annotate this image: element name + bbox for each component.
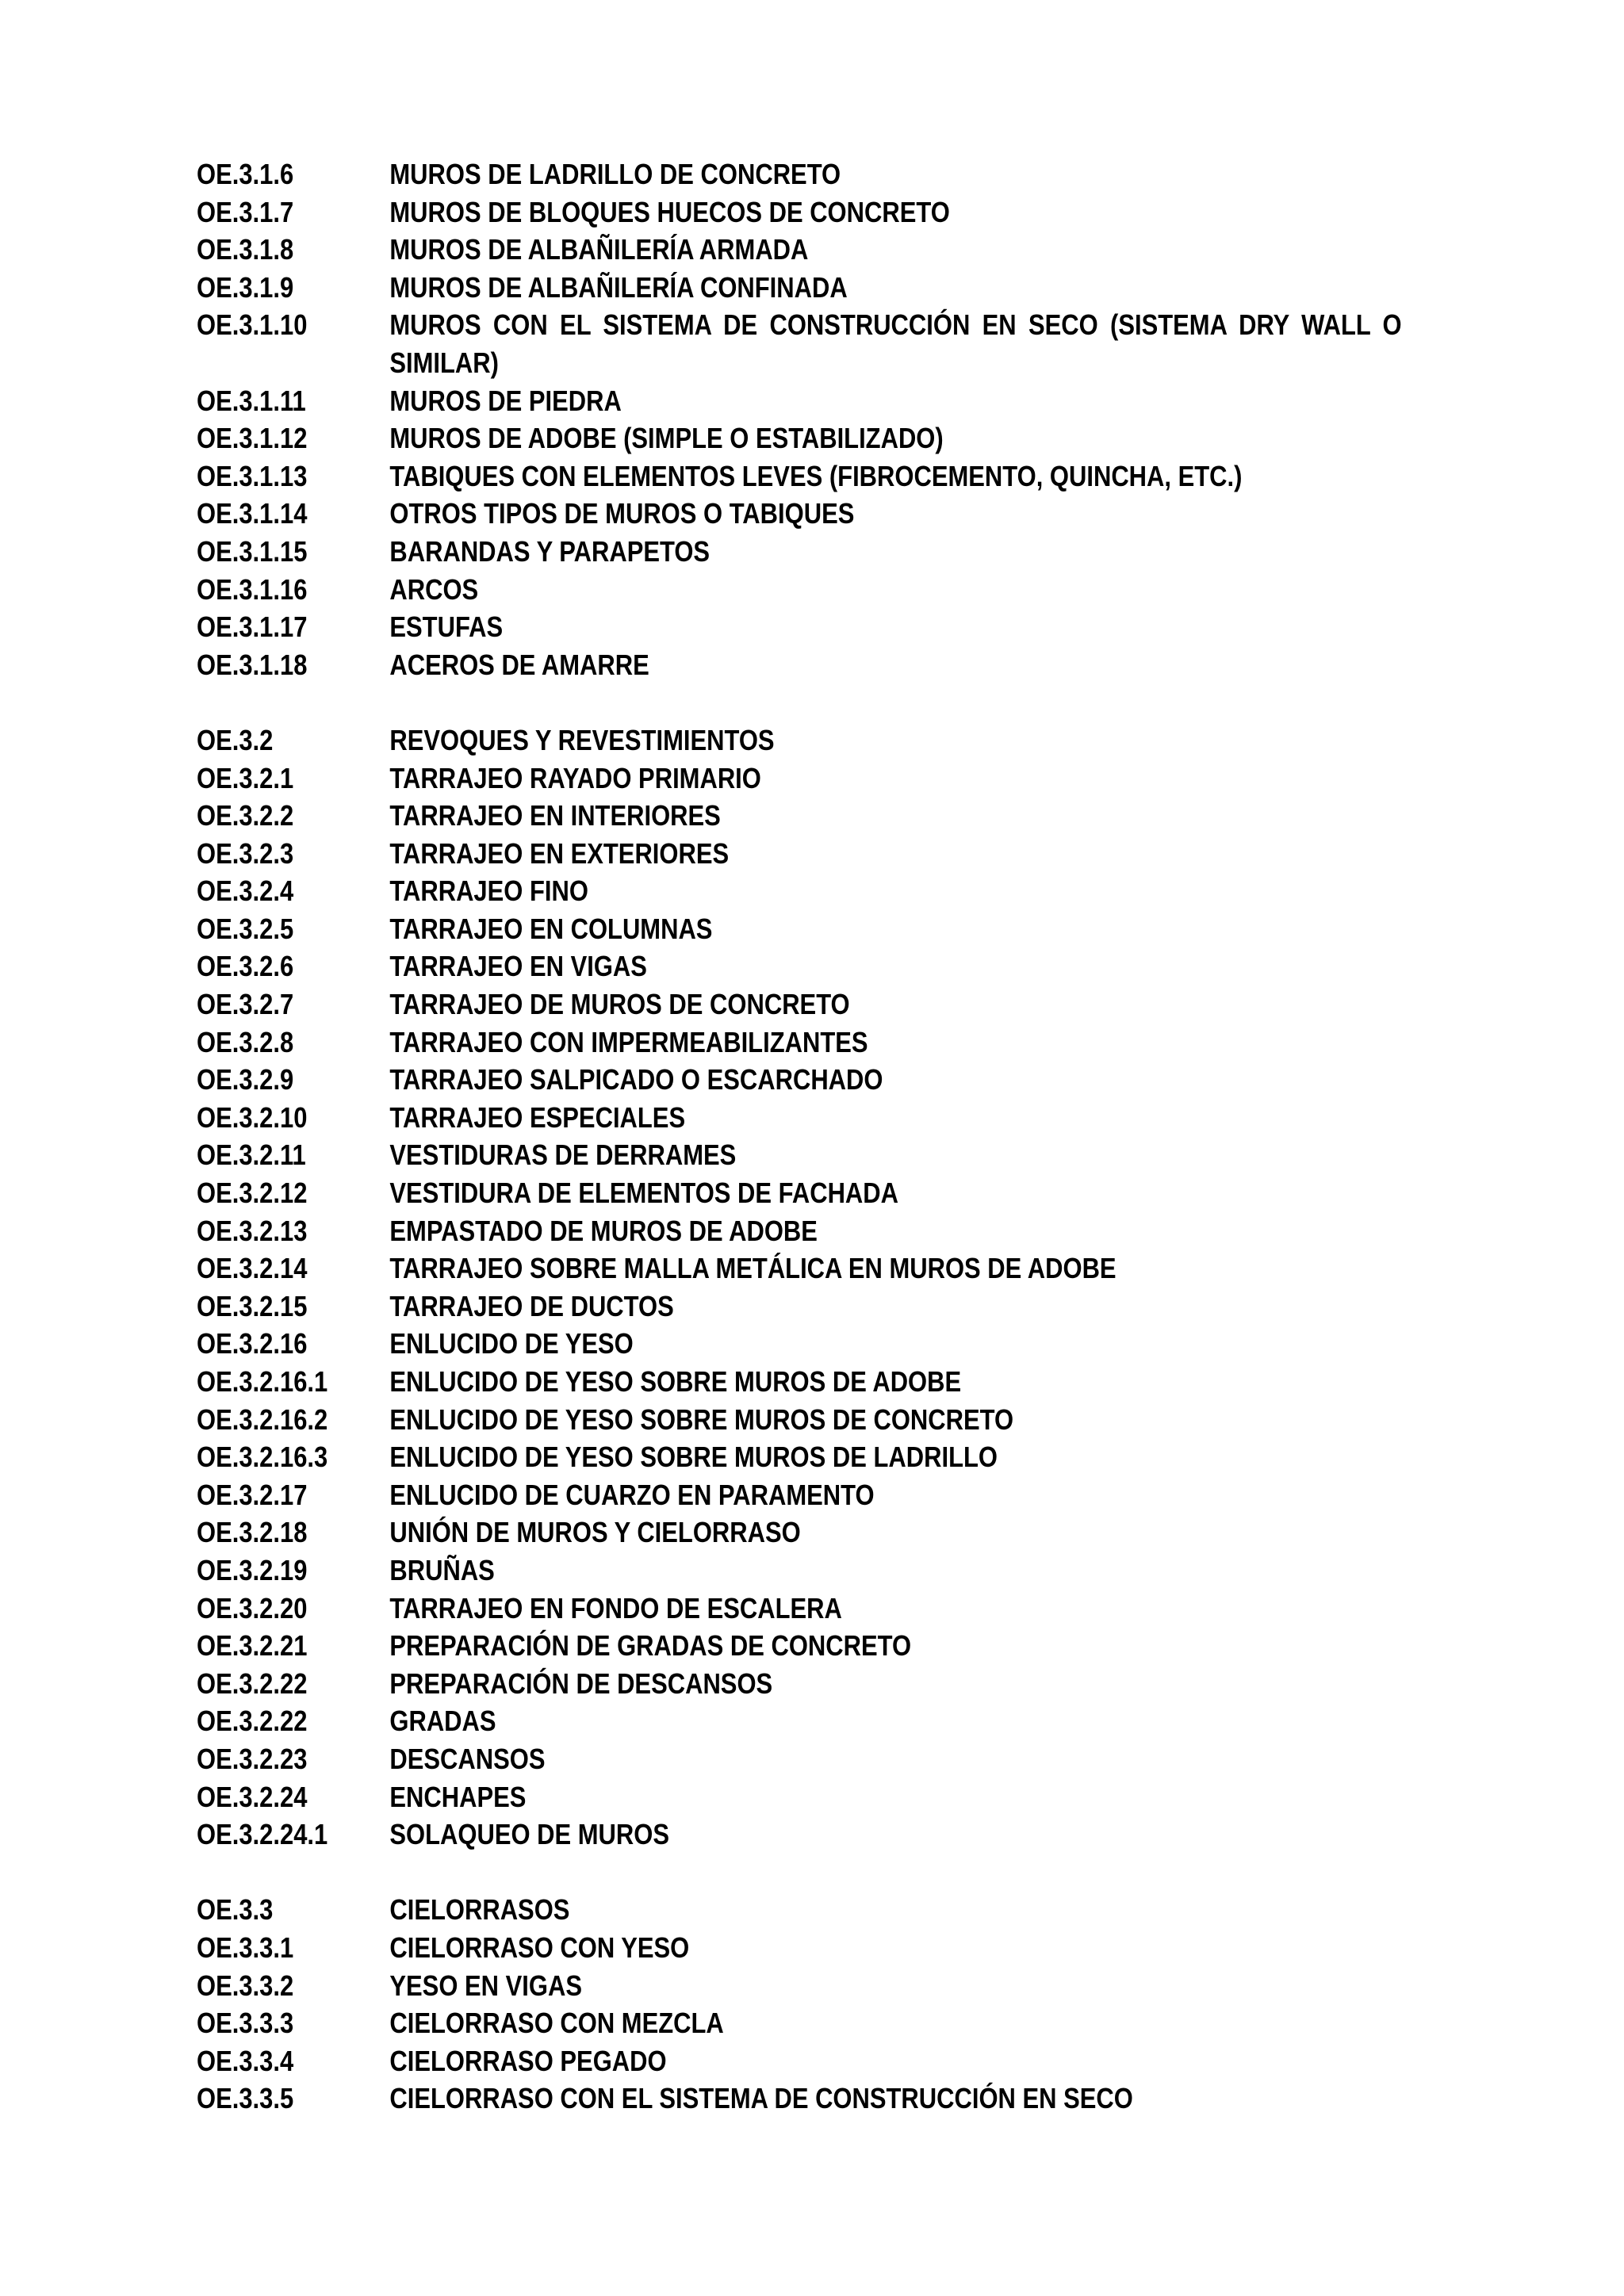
entry-code: OE.3.2.22	[197, 1667, 308, 1700]
index-entry	[197, 760, 1402, 798]
entry-code: OE.3.2.11	[197, 1138, 306, 1172]
entry-code: OE.3.1.6	[197, 158, 294, 190]
entry-code: OE.3.3.5	[197, 2082, 294, 2115]
entry-title: TARRAJEO EN FONDO DE ESCALERA	[389, 1591, 842, 1624]
entry-code: OE.3.2	[197, 723, 274, 756]
entry-title: BRUÑAS	[389, 1553, 495, 1586]
index-entry	[197, 1590, 1402, 1628]
entry-code: OE.3.2.12	[197, 1177, 308, 1210]
index-entry	[197, 721, 1402, 760]
entry-title: TARRAJEO SALPICADO O ESCARCHADO	[389, 1063, 883, 1096]
index-entry	[197, 646, 1402, 684]
index-entry	[197, 1401, 1402, 1439]
entry-title: BARANDAS Y PARAPETOS	[389, 534, 710, 568]
entry-code: OE.3.2.17	[197, 1478, 308, 1511]
index-entry	[197, 2080, 1402, 2118]
entry-code: OE.3.2.22	[197, 1705, 308, 1738]
entry-title: CIELORRASO PEGADO	[389, 2044, 667, 2077]
entry-title: TARRAJEO SOBRE MALLA METÁLICA EN MUROS DE ADOBE	[389, 1252, 1116, 1285]
index-entry	[197, 797, 1402, 835]
entry-code: OE.3.2.4	[197, 874, 294, 908]
entry-title: PREPARACIÓN DE GRADAS DE CONCRETO	[389, 1629, 912, 1663]
entry-title: OTROS TIPOS DE MUROS O TABIQUES	[389, 497, 855, 530]
entry-code: OE.3.2.24	[197, 1780, 308, 1813]
entry-code: OE.3.2.15	[197, 1289, 308, 1322]
entry-title: MUROS DE ADOBE (SIMPLE O ESTABILIZADO)	[389, 422, 944, 455]
entry-code: OE.3.2.21	[197, 1629, 308, 1663]
index-entry	[197, 1891, 1402, 1929]
entry-title: MUROS CON EL SISTEMA DE CONSTRUCCIÓN EN SECO (SISTEMA DRY WALL O SIMILAR)	[389, 308, 1402, 379]
entry-code: OE.3.2.10	[197, 1100, 308, 1134]
entry-title: GRADAS	[389, 1705, 496, 1738]
entry-title: TARRAJEO ESPECIALES	[389, 1100, 686, 1134]
entry-title: ENLUCIDO DE YESO SOBRE MUROS DE LADRILLO	[389, 1441, 998, 1474]
index-entry	[197, 608, 1402, 646]
entry-code: OE.3.2.14	[197, 1252, 308, 1285]
entry-title: YESO EN VIGAS	[389, 1969, 582, 2002]
entry-title: TARRAJEO RAYADO PRIMARIO	[389, 761, 761, 794]
entry-title: CIELORRASOS	[389, 1893, 570, 1927]
entry-title: ENLUCIDO DE YESO SOBRE MUROS DE CONCRETO	[389, 1402, 1014, 1436]
entry-title: ENLUCIDO DE YESO	[389, 1327, 634, 1360]
index-entry	[197, 2004, 1402, 2042]
entry-title: TARRAJEO DE MUROS DE CONCRETO	[389, 988, 850, 1021]
index-entry	[197, 1174, 1402, 1212]
entry-code: OE.3.2.16.3	[197, 1441, 328, 1474]
index-entry	[197, 1929, 1402, 1967]
entry-title: MUROS DE PIEDRA	[389, 384, 622, 417]
entry-title: DESCANSOS	[389, 1742, 546, 1775]
index-entry	[197, 1136, 1402, 1174]
entry-title: SOLAQUEO DE MUROS	[389, 1818, 670, 1851]
entry-title: TARRAJEO CON IMPERMEABILIZANTES	[389, 1025, 868, 1058]
entry-title: MUROS DE BLOQUES HUECOS DE CONCRETO	[389, 195, 950, 228]
entry-code: OE.3.3	[197, 1893, 274, 1927]
entry-code: OE.3.3.3	[197, 2007, 294, 2040]
specifications-index	[197, 155, 1402, 2155]
index-entry	[197, 872, 1402, 910]
entry-title: CIELORRASO CON EL SISTEMA DE CONSTRUCCIÓN EN SECO	[389, 2082, 1133, 2115]
index-entry	[197, 1552, 1402, 1590]
index-entry	[197, 269, 1402, 307]
entry-code: OE.3.2.16.2	[197, 1402, 328, 1436]
entry-code: OE.3.1.14	[197, 497, 308, 530]
index-entry	[197, 1212, 1402, 1250]
section-group	[197, 721, 1402, 1854]
entry-title: TARRAJEO EN COLUMNAS	[389, 912, 713, 945]
entry-code: OE.3.1.9	[197, 270, 294, 304]
entry-code: OE.3.1.12	[197, 422, 308, 455]
entry-title: ENCHAPES	[389, 1780, 527, 1813]
entry-code: OE.3.2.20	[197, 1591, 308, 1624]
entry-code: OE.3.1.15	[197, 534, 308, 568]
entry-code: OE.3.1.11	[197, 384, 306, 417]
entry-code: OE.3.1.16	[197, 572, 308, 606]
index-entry	[197, 1099, 1402, 1137]
index-entry	[197, 1967, 1402, 2005]
entry-title: CIELORRASO CON YESO	[389, 1931, 690, 1964]
entry-title: ARCOS	[389, 572, 479, 606]
entry-title: MUROS DE LADRILLO DE CONCRETO	[389, 158, 841, 190]
index-entry	[197, 1476, 1402, 1514]
entry-title: TABIQUES CON ELEMENTOS LEVES (FIBROCEMENTO, QUINCHA, ETC.)	[389, 459, 1243, 492]
entry-code: OE.3.2.18	[197, 1516, 308, 1549]
entry-code: OE.3.2.13	[197, 1214, 308, 1247]
entry-title: VESTIDURAS DE DERRAMES	[389, 1138, 737, 1172]
index-entry	[197, 1778, 1402, 1816]
entry-title: EMPASTADO DE MUROS DE ADOBE	[389, 1214, 818, 1247]
index-entry	[197, 985, 1402, 1024]
index-entry	[197, 1288, 1402, 1326]
entry-code: OE.3.2.19	[197, 1553, 308, 1586]
index-entry	[197, 571, 1402, 609]
entry-title: TARRAJEO EN VIGAS	[389, 950, 647, 983]
entry-title: ENLUCIDO DE CUARZO EN PARAMENTO	[389, 1478, 875, 1511]
index-entry	[197, 419, 1402, 457]
entry-code: OE.3.2.8	[197, 1025, 294, 1058]
section-group	[197, 155, 1402, 683]
entry-code: OE.3.3.2	[197, 1969, 294, 2002]
entry-code: OE.3.2.1	[197, 761, 294, 794]
entry-code: OE.3.1.8	[197, 233, 294, 266]
index-entry	[197, 1325, 1402, 1363]
entry-title: UNIÓN DE MUROS Y CIELORRASO	[389, 1516, 801, 1549]
entry-code: OE.3.2.16	[197, 1327, 308, 1360]
index-entry	[197, 1816, 1402, 1854]
entry-title: CIELORRASO CON MEZCLA	[389, 2007, 724, 2040]
entry-title: ESTUFAS	[389, 610, 504, 644]
index-entry	[197, 1249, 1402, 1288]
index-entry	[197, 1665, 1402, 1703]
index-entry	[197, 1627, 1402, 1665]
entry-code: OE.3.2.24.1	[197, 1818, 328, 1851]
entry-code: OE.3.2.3	[197, 836, 294, 870]
entry-code: OE.3.3.4	[197, 2044, 294, 2077]
index-entry	[197, 1702, 1402, 1740]
entry-code: OE.3.2.23	[197, 1742, 308, 1775]
index-entry	[197, 947, 1402, 985]
index-entry	[197, 231, 1402, 269]
index-entry	[197, 382, 1402, 420]
index-entry	[197, 835, 1402, 873]
entry-code: OE.3.3.1	[197, 1931, 294, 1964]
entry-title: TARRAJEO EN EXTERIORES	[389, 836, 730, 870]
index-entry	[197, 155, 1402, 193]
entry-title: TARRAJEO DE DUCTOS	[389, 1289, 674, 1322]
entry-code: OE.3.2.6	[197, 950, 294, 983]
entry-code: OE.3.2.7	[197, 988, 294, 1021]
index-entry	[197, 193, 1402, 232]
entry-code: OE.3.2.2	[197, 799, 294, 832]
entry-code: OE.3.2.9	[197, 1063, 294, 1096]
index-entry	[197, 457, 1402, 496]
index-entry	[197, 533, 1402, 571]
index-entry	[197, 306, 1402, 381]
index-entry	[197, 910, 1402, 948]
entry-code: OE.3.1.13	[197, 459, 308, 492]
entry-code: OE.3.2.16.1	[197, 1365, 328, 1398]
entry-title: TARRAJEO FINO	[389, 874, 588, 908]
entry-title: MUROS DE ALBAÑILERÍA CONFINADA	[389, 270, 848, 304]
entry-code: OE.3.2.5	[197, 912, 294, 945]
section-group	[197, 1891, 1402, 2118]
entry-title: ENLUCIDO DE YESO SOBRE MUROS DE ADOBE	[389, 1365, 962, 1398]
entry-code: OE.3.1.17	[197, 610, 308, 644]
entry-title: MUROS DE ALBAÑILERÍA ARMADA	[389, 233, 809, 266]
entry-code: OE.3.1.7	[197, 195, 294, 228]
entry-title: VESTIDURA DE ELEMENTOS DE FACHADA	[389, 1177, 899, 1210]
index-entry	[197, 1438, 1402, 1476]
index-entry	[197, 495, 1402, 533]
entry-code: OE.3.1.10	[197, 308, 308, 342]
index-entry	[197, 1024, 1402, 1062]
entry-title: ACEROS DE AMARRE	[389, 648, 649, 681]
entry-title: REVOQUES Y REVESTIMIENTOS	[389, 723, 775, 756]
index-entry	[197, 1740, 1402, 1778]
index-entry	[197, 1513, 1402, 1552]
index-entry	[197, 1363, 1402, 1401]
entry-code: OE.3.1.18	[197, 648, 308, 681]
index-entry	[197, 2042, 1402, 2080]
entry-title: PREPARACIÓN DE DESCANSOS	[389, 1667, 773, 1700]
entry-title: TARRAJEO EN INTERIORES	[389, 799, 721, 832]
index-entry	[197, 1061, 1402, 1099]
